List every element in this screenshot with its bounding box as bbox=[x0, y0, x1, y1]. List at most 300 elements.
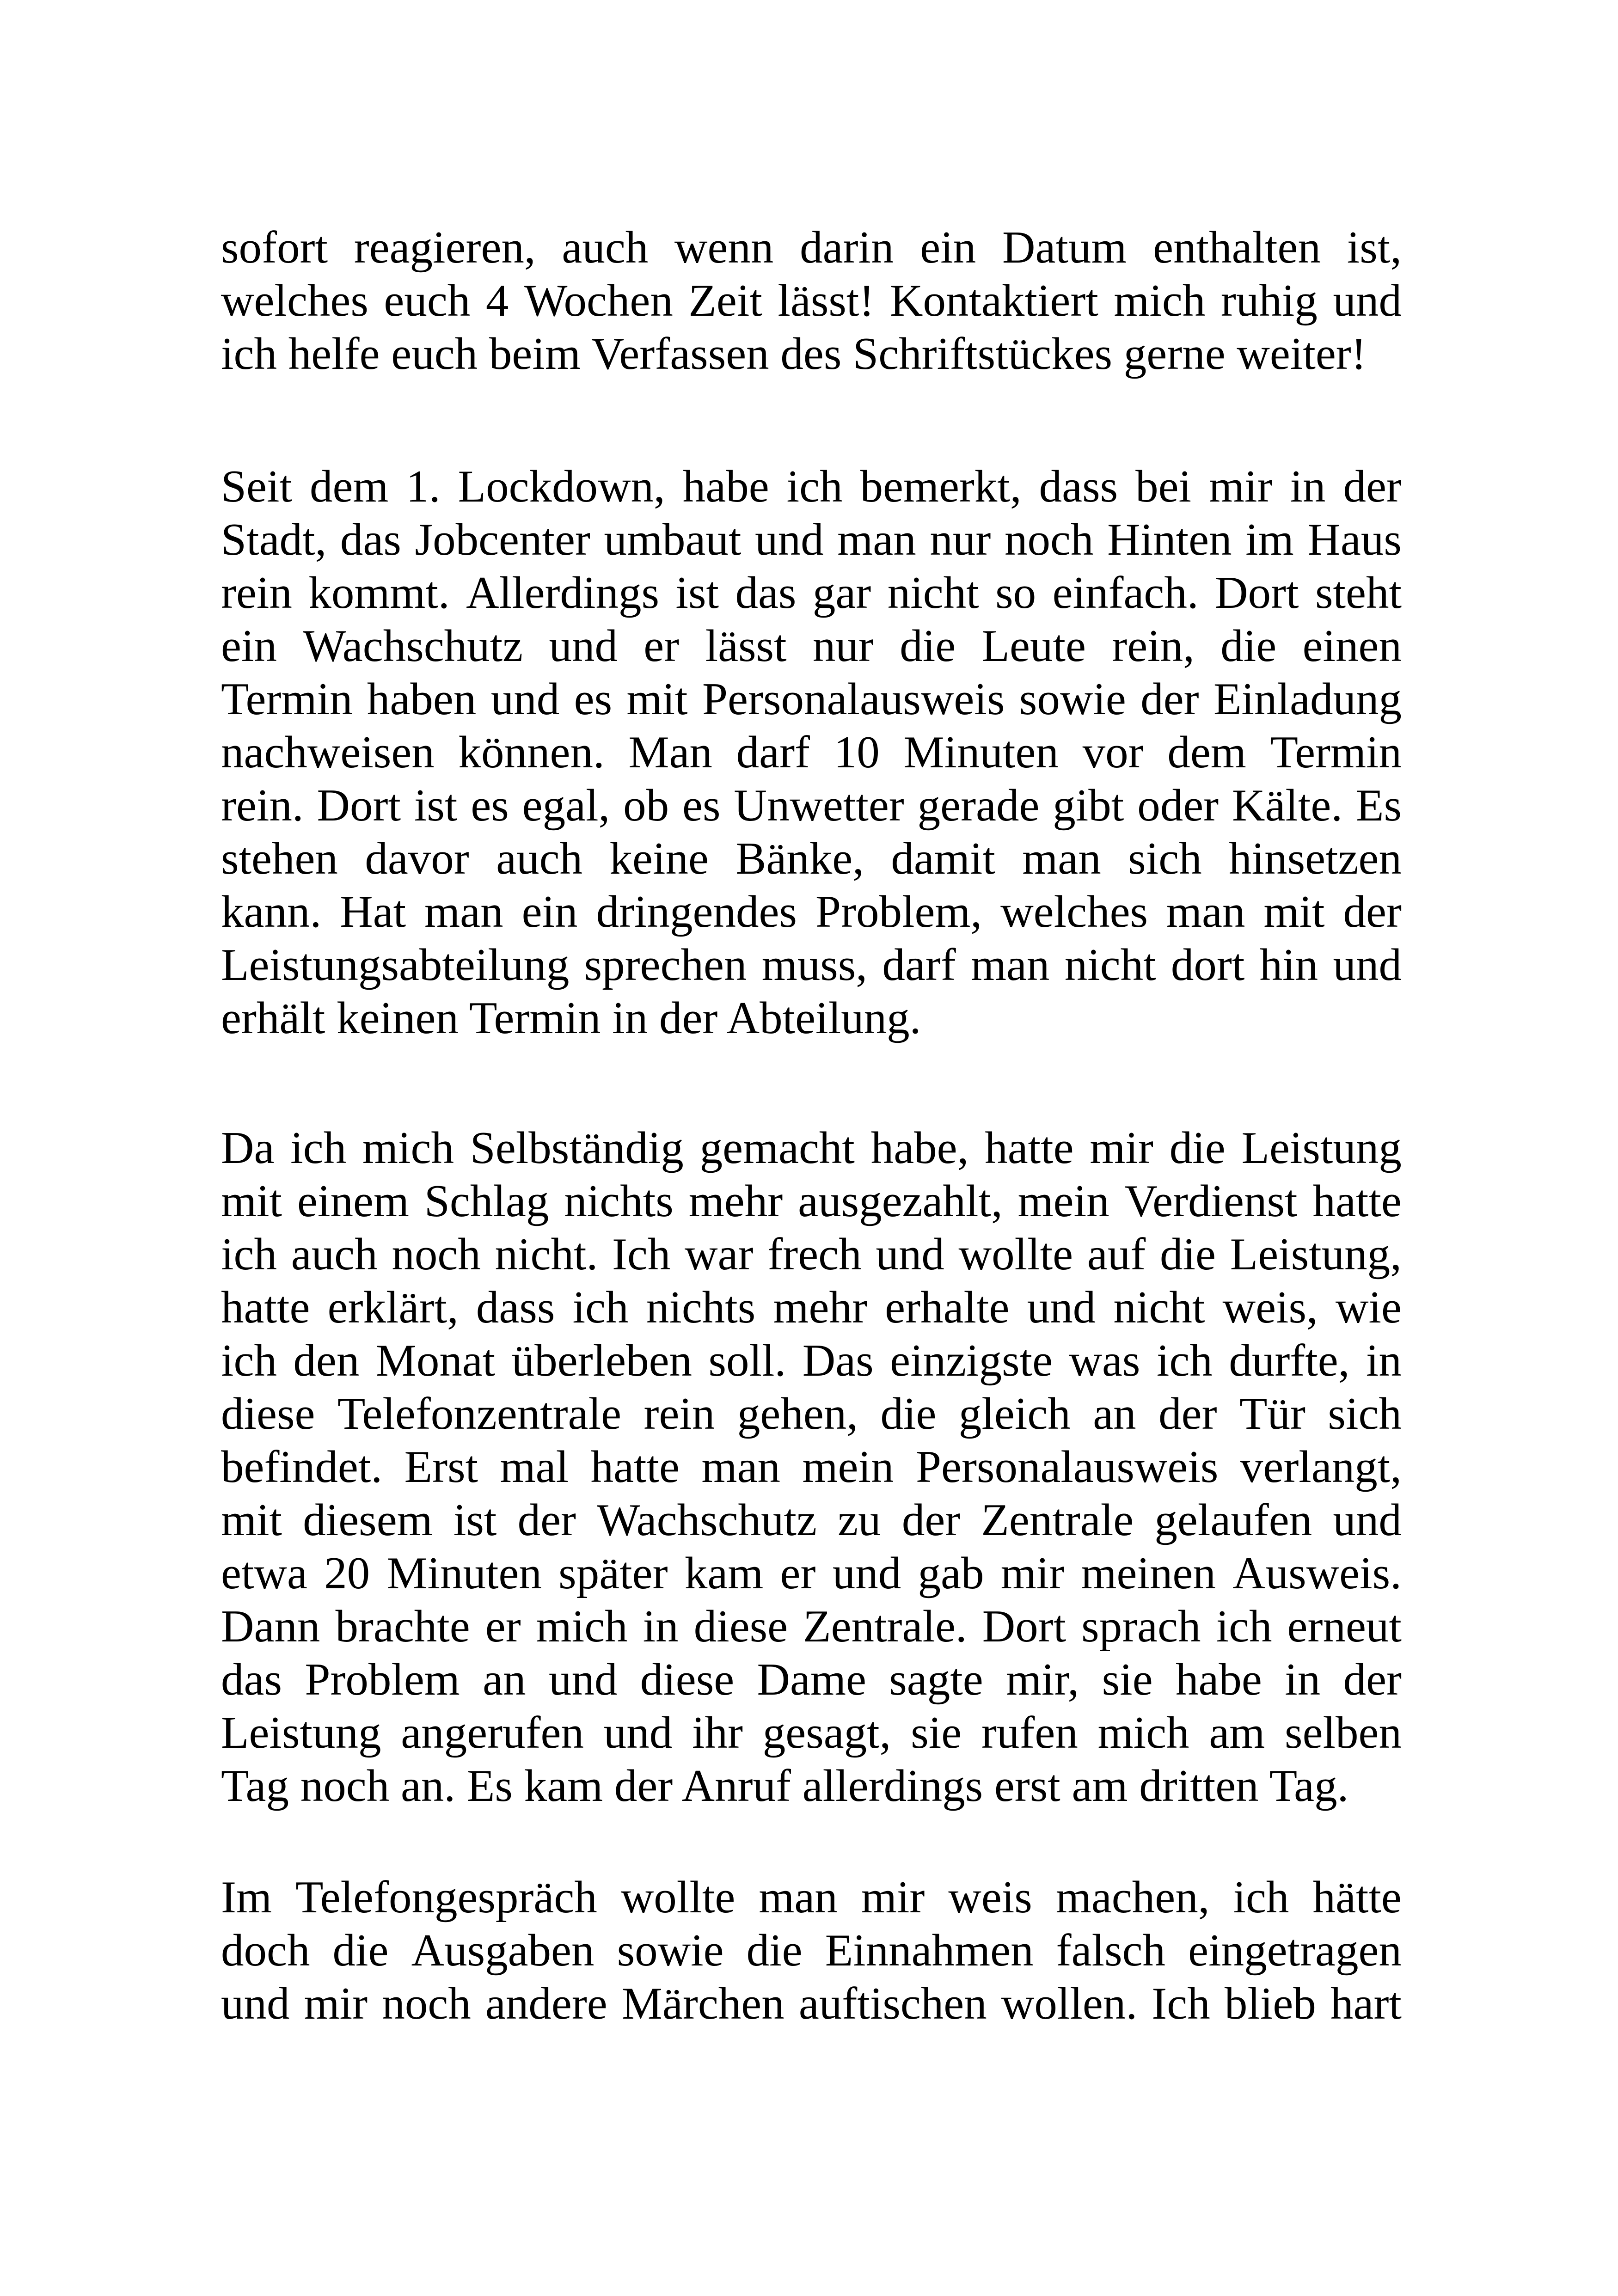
word: der bbox=[901, 1495, 961, 1545]
word: Tür bbox=[1239, 1389, 1305, 1439]
word: Da bbox=[221, 1123, 275, 1173]
word: auch bbox=[562, 222, 649, 273]
word: gar bbox=[812, 568, 871, 618]
word: rufen bbox=[981, 1708, 1078, 1758]
word: Leistung, bbox=[1230, 1229, 1402, 1280]
word: gelaufen bbox=[1154, 1495, 1312, 1545]
text-line bbox=[221, 1494, 1402, 1547]
word: die bbox=[900, 621, 956, 671]
word: und bbox=[1027, 1282, 1096, 1333]
word: und bbox=[549, 621, 618, 671]
word: bei bbox=[1135, 461, 1192, 512]
word: muss, bbox=[761, 940, 868, 990]
word: Ich bbox=[1152, 1978, 1210, 2029]
word: ist bbox=[414, 780, 458, 831]
word: später bbox=[558, 1548, 668, 1598]
word: auftischen bbox=[798, 1978, 987, 2029]
word: eingetragen bbox=[1188, 1925, 1402, 1976]
word: Leistung bbox=[1241, 1123, 1402, 1173]
word: selben bbox=[1285, 1708, 1402, 1758]
word: gemacht bbox=[699, 1123, 855, 1173]
word: nicht bbox=[887, 568, 979, 618]
word: ich bbox=[786, 461, 843, 512]
word: auf bbox=[1087, 1229, 1146, 1280]
text-line bbox=[221, 1706, 1402, 1759]
word: es bbox=[682, 780, 721, 831]
word: Verdienst bbox=[1124, 1176, 1298, 1226]
word: sagte bbox=[889, 1654, 983, 1705]
word: welches bbox=[1000, 887, 1148, 937]
word: andere bbox=[485, 1978, 607, 2029]
word: in bbox=[1290, 461, 1326, 512]
word: Stadt, bbox=[221, 514, 327, 565]
word: davor bbox=[365, 833, 469, 884]
word: ein bbox=[521, 887, 578, 937]
word: mir bbox=[1000, 1548, 1065, 1598]
word: hatte bbox=[985, 1123, 1074, 1173]
word: sprechen bbox=[584, 940, 747, 990]
word: die bbox=[332, 1925, 389, 1976]
word: mir bbox=[1090, 1123, 1153, 1173]
word: steht bbox=[1315, 568, 1402, 618]
word: habe, bbox=[870, 1123, 969, 1173]
word: 1. bbox=[406, 461, 441, 512]
word: nur bbox=[930, 514, 991, 565]
word: zu bbox=[838, 1495, 881, 1545]
word: man bbox=[1022, 833, 1101, 884]
text-line bbox=[221, 513, 1402, 566]
word: mich bbox=[1097, 1708, 1189, 1758]
word: Personalausweis bbox=[702, 674, 1005, 724]
word: brachte bbox=[335, 1601, 470, 1652]
word: Unwetter bbox=[734, 780, 904, 831]
word: habe bbox=[1175, 1654, 1262, 1705]
word: diese bbox=[640, 1654, 735, 1705]
text-line bbox=[221, 1121, 1402, 1175]
word: nichts bbox=[646, 1282, 756, 1333]
word: sie bbox=[1102, 1654, 1153, 1705]
word: mir bbox=[861, 1872, 925, 1923]
word: ich bbox=[221, 1229, 277, 1280]
paragraph-1 bbox=[221, 221, 1402, 380]
word: mir bbox=[1209, 461, 1273, 512]
text-line bbox=[221, 1440, 1402, 1494]
word: an bbox=[1093, 1389, 1136, 1439]
word: gerade bbox=[917, 780, 1040, 831]
word: sie bbox=[911, 1708, 962, 1758]
word: Telefonzentrale bbox=[337, 1389, 622, 1439]
word: mir bbox=[304, 1978, 368, 2029]
word: darin bbox=[800, 222, 894, 273]
word: lässt! bbox=[778, 276, 875, 326]
word: an bbox=[483, 1654, 526, 1705]
word: das bbox=[340, 514, 401, 565]
word: mit bbox=[221, 1495, 282, 1545]
text-line bbox=[221, 938, 1402, 992]
text-line bbox=[221, 1924, 1402, 1977]
word: Wachschutz bbox=[303, 621, 523, 671]
word: noch bbox=[1005, 514, 1094, 565]
word: kam bbox=[684, 1548, 764, 1598]
word: ihr bbox=[692, 1708, 743, 1758]
word: man bbox=[970, 940, 1050, 990]
word: umbaut bbox=[604, 514, 742, 565]
word: nur bbox=[812, 621, 874, 671]
word: der bbox=[1343, 461, 1402, 512]
text-line bbox=[221, 885, 1402, 938]
word: etwa bbox=[221, 1548, 307, 1598]
word: durfte, bbox=[1229, 1335, 1350, 1386]
word: dass bbox=[476, 1282, 555, 1333]
word: Märchen bbox=[621, 1978, 784, 2029]
word: man bbox=[1166, 887, 1245, 937]
word: doch bbox=[221, 1925, 310, 1976]
word: rein bbox=[221, 568, 292, 618]
paragraph-3 bbox=[221, 1121, 1402, 1812]
word: Minuten bbox=[903, 727, 1059, 778]
word: und bbox=[1333, 1495, 1402, 1545]
word: nicht. bbox=[495, 1229, 598, 1280]
word: Wachschutz bbox=[597, 1495, 817, 1545]
text-line bbox=[221, 832, 1402, 885]
paragraph-4 bbox=[221, 1871, 1402, 2030]
word: ruhig bbox=[1220, 276, 1318, 326]
word: habe bbox=[682, 461, 769, 512]
word: Seit bbox=[221, 461, 293, 512]
word: rein bbox=[644, 1389, 715, 1439]
word: er bbox=[644, 621, 680, 671]
word: Hat bbox=[340, 887, 406, 937]
word: mir, bbox=[1006, 1654, 1079, 1705]
word: weis, bbox=[1222, 1282, 1318, 1333]
word: dem bbox=[309, 461, 389, 512]
word: vor bbox=[1082, 727, 1144, 778]
word: angerufen bbox=[401, 1708, 584, 1758]
word: Telefongespräch bbox=[295, 1872, 597, 1923]
text-line bbox=[221, 1228, 1402, 1281]
word: der bbox=[517, 1495, 576, 1545]
word: ich bbox=[1156, 1335, 1213, 1386]
word: 20 bbox=[324, 1548, 370, 1598]
word: Haus bbox=[1307, 514, 1402, 565]
word: dem bbox=[1167, 727, 1246, 778]
word: Kälte. bbox=[1232, 780, 1343, 831]
word: erklärt, bbox=[327, 1282, 459, 1333]
text-line bbox=[221, 779, 1402, 832]
word: sofort bbox=[221, 222, 328, 273]
word: welches bbox=[221, 276, 368, 326]
word: machen, bbox=[1055, 1872, 1210, 1923]
word: egal, bbox=[522, 780, 610, 831]
word: stehen bbox=[221, 833, 338, 884]
text-line bbox=[221, 221, 1402, 274]
word: Selbständig bbox=[470, 1123, 684, 1173]
word: und bbox=[603, 1708, 673, 1758]
word: darf bbox=[736, 727, 810, 778]
word: in bbox=[1366, 1335, 1402, 1386]
word: einfach. bbox=[1052, 568, 1199, 618]
text-line bbox=[221, 1977, 1402, 2030]
word: und bbox=[1333, 276, 1402, 326]
word: Leistungsabteilung bbox=[221, 940, 570, 990]
word: der bbox=[1158, 1389, 1217, 1439]
text-line bbox=[221, 673, 1402, 726]
word: der bbox=[1343, 887, 1402, 937]
word: lässt bbox=[705, 621, 787, 671]
word: dringendes bbox=[596, 887, 797, 937]
word: im bbox=[1245, 514, 1294, 565]
word: meinen bbox=[1081, 1548, 1216, 1598]
word: Dann bbox=[221, 1601, 320, 1652]
word: Termin bbox=[1270, 727, 1402, 778]
word: gab bbox=[918, 1548, 984, 1598]
word: in bbox=[643, 1601, 679, 1652]
word: diesem bbox=[303, 1495, 433, 1545]
word: erneut bbox=[1287, 1601, 1402, 1652]
word: die bbox=[746, 1925, 803, 1976]
word: falsch bbox=[1056, 1925, 1166, 1976]
word: es bbox=[471, 780, 509, 831]
word: diese bbox=[693, 1601, 788, 1652]
word: noch bbox=[392, 1229, 481, 1280]
word: oder bbox=[1137, 780, 1219, 831]
word: mit bbox=[626, 674, 688, 724]
word: nicht bbox=[1064, 940, 1156, 990]
word: dort bbox=[1171, 940, 1245, 990]
text-line bbox=[221, 1547, 1402, 1600]
word: damit bbox=[891, 833, 995, 884]
word: und bbox=[221, 1978, 290, 2029]
word: hart bbox=[1330, 1978, 1402, 2029]
text-line bbox=[221, 1600, 1402, 1653]
word: ich bbox=[1216, 1601, 1272, 1652]
word: ob bbox=[623, 780, 669, 831]
text-line bbox=[221, 566, 1402, 619]
word: Schlag bbox=[424, 1176, 549, 1226]
word: der bbox=[1343, 1654, 1402, 1705]
word: das bbox=[735, 568, 797, 618]
word: Problem bbox=[305, 1654, 460, 1705]
word: euch bbox=[384, 276, 471, 326]
word: ein bbox=[920, 222, 976, 273]
word: Dort bbox=[982, 1601, 1066, 1652]
word: auch bbox=[291, 1229, 378, 1280]
word: ich bbox=[221, 1335, 277, 1386]
word: überleben bbox=[511, 1335, 693, 1386]
word: mal bbox=[500, 1442, 569, 1492]
word: hatte bbox=[221, 1282, 310, 1333]
word: Problem, bbox=[815, 887, 982, 937]
word: Es bbox=[1356, 780, 1402, 831]
text-line bbox=[221, 274, 1402, 327]
word: einzigste bbox=[890, 1335, 1053, 1386]
word: wollen. bbox=[1001, 1978, 1138, 2029]
word: Man bbox=[628, 727, 712, 778]
word: Einladung bbox=[1214, 674, 1402, 724]
word: gibt bbox=[1053, 780, 1124, 831]
word: mein bbox=[1017, 1176, 1109, 1226]
word: Zentrale. bbox=[803, 1601, 967, 1652]
word: es bbox=[574, 674, 613, 724]
word: gesagt, bbox=[762, 1708, 891, 1758]
word: nichts bbox=[564, 1176, 674, 1226]
word: befindet. bbox=[221, 1442, 383, 1492]
text-line bbox=[221, 1281, 1402, 1334]
word: mich bbox=[536, 1601, 628, 1652]
word: wie bbox=[1336, 1282, 1402, 1333]
word: Bänke, bbox=[735, 833, 864, 884]
paragraph-2 bbox=[221, 460, 1402, 1045]
word: ich bbox=[572, 1282, 629, 1333]
word: die bbox=[1220, 621, 1277, 671]
word: Dort bbox=[317, 780, 401, 831]
word: frech bbox=[767, 1229, 862, 1280]
word: die bbox=[880, 1389, 937, 1439]
word: 4 bbox=[485, 276, 509, 326]
word: haben bbox=[367, 674, 477, 724]
word: ist, bbox=[1347, 222, 1402, 273]
word: Monat bbox=[375, 1335, 496, 1386]
word: Datum bbox=[1002, 222, 1127, 273]
word: und bbox=[832, 1548, 901, 1598]
word: blieb bbox=[1224, 1978, 1316, 2029]
word: 10 bbox=[834, 727, 880, 778]
word: den bbox=[293, 1335, 360, 1386]
word: Dort bbox=[1215, 568, 1299, 618]
word: Minuten bbox=[386, 1548, 542, 1598]
text-line: ich helfe euch beim Verfassen des Schriftstückes gerne weiter! bbox=[221, 329, 1367, 379]
word: die bbox=[1160, 1229, 1216, 1280]
word: wenn bbox=[674, 222, 774, 273]
word: kommt. bbox=[308, 568, 450, 618]
word: einem bbox=[297, 1176, 409, 1226]
word: mich bbox=[1114, 276, 1206, 326]
word: noch bbox=[382, 1978, 471, 2029]
word: hatte bbox=[1312, 1176, 1402, 1226]
word: man bbox=[701, 1442, 780, 1492]
word: mich bbox=[362, 1123, 454, 1173]
word: soll. bbox=[708, 1335, 786, 1386]
word: das bbox=[221, 1654, 282, 1705]
word: wollte bbox=[620, 1872, 735, 1923]
word: Ich bbox=[612, 1229, 671, 1280]
word: bemerkt, bbox=[860, 461, 1022, 512]
word: er bbox=[780, 1548, 816, 1598]
word: können. bbox=[458, 727, 605, 778]
word: und bbox=[1333, 940, 1402, 990]
word: Kontaktiert bbox=[889, 276, 1098, 326]
word: weis bbox=[948, 1872, 1032, 1923]
word: gleich bbox=[958, 1389, 1071, 1439]
text-line bbox=[221, 726, 1402, 779]
word: ein bbox=[221, 621, 277, 671]
word: rein. bbox=[221, 780, 304, 831]
word: ist bbox=[453, 1495, 497, 1545]
word: Das bbox=[802, 1335, 874, 1386]
word: und bbox=[490, 674, 560, 724]
word: Im bbox=[221, 1872, 272, 1923]
word: nicht bbox=[1113, 1282, 1205, 1333]
word: Jobcenter bbox=[415, 514, 590, 565]
word: ich bbox=[290, 1123, 347, 1173]
word: dass bbox=[1039, 461, 1118, 512]
word: die bbox=[1169, 1123, 1226, 1173]
text-line: Tag noch an. Es kam der Anruf allerdings erst am dritten Tag. bbox=[221, 1761, 1349, 1811]
word: ich bbox=[1233, 1872, 1289, 1923]
word: wollte bbox=[958, 1229, 1073, 1280]
word: Erst bbox=[404, 1442, 478, 1492]
word: er bbox=[485, 1601, 521, 1652]
text-line bbox=[221, 619, 1402, 673]
word: Wochen bbox=[524, 276, 673, 326]
word: Personalausweis bbox=[915, 1442, 1219, 1492]
text-line bbox=[221, 1334, 1402, 1387]
word: auch bbox=[496, 833, 583, 884]
word: in bbox=[1285, 1654, 1321, 1705]
word: so bbox=[995, 568, 1036, 618]
word: Allerdings bbox=[466, 568, 660, 618]
word: rein, bbox=[1112, 621, 1195, 671]
word: reagieren, bbox=[354, 222, 536, 273]
word: Leistung bbox=[221, 1708, 381, 1758]
word: was bbox=[1069, 1335, 1140, 1386]
word: mit bbox=[221, 1176, 282, 1226]
word: Ausgaben bbox=[411, 1925, 594, 1976]
word: kann. bbox=[221, 887, 322, 937]
word: Zeit bbox=[688, 276, 762, 326]
word: sowie bbox=[617, 1925, 724, 1976]
word: Einnahmen bbox=[825, 1925, 1034, 1976]
word: Ausweis. bbox=[1232, 1548, 1402, 1598]
word: einen bbox=[1302, 621, 1402, 671]
word: Lockdown, bbox=[458, 461, 665, 512]
word: und bbox=[755, 514, 824, 565]
word: hätte bbox=[1312, 1872, 1402, 1923]
word: und bbox=[548, 1654, 618, 1705]
word: sich bbox=[1328, 1389, 1402, 1439]
word: hinsetzen bbox=[1229, 833, 1402, 884]
word: hin bbox=[1259, 940, 1318, 990]
word: mehr bbox=[688, 1176, 783, 1226]
word: mit bbox=[1263, 887, 1325, 937]
text-line: erhält keinen Termin in der Abteilung. bbox=[221, 993, 921, 1043]
word: ist bbox=[675, 568, 719, 618]
word: verlangt, bbox=[1240, 1442, 1402, 1492]
word: gehen, bbox=[737, 1389, 858, 1439]
word: keine bbox=[609, 833, 709, 884]
word: sich bbox=[1128, 833, 1202, 884]
word: ausgezahlt, bbox=[798, 1176, 1003, 1226]
word: mein bbox=[802, 1442, 894, 1492]
word: hatte bbox=[590, 1442, 680, 1492]
word: nachweisen bbox=[221, 727, 435, 778]
word: war bbox=[685, 1229, 754, 1280]
word: sowie bbox=[1019, 674, 1126, 724]
text-line bbox=[221, 1387, 1402, 1440]
word: mehr bbox=[773, 1282, 867, 1333]
word: Hinten bbox=[1107, 514, 1232, 565]
text-line bbox=[221, 460, 1402, 513]
text-line bbox=[221, 1175, 1402, 1228]
word: Leute bbox=[981, 621, 1086, 671]
text-line bbox=[221, 1653, 1402, 1706]
word: und bbox=[876, 1229, 944, 1280]
word: Dame bbox=[757, 1654, 866, 1705]
word: Zentrale bbox=[981, 1495, 1134, 1545]
word: Termin bbox=[221, 674, 353, 724]
word: der bbox=[1140, 674, 1199, 724]
text-line bbox=[221, 1871, 1402, 1924]
